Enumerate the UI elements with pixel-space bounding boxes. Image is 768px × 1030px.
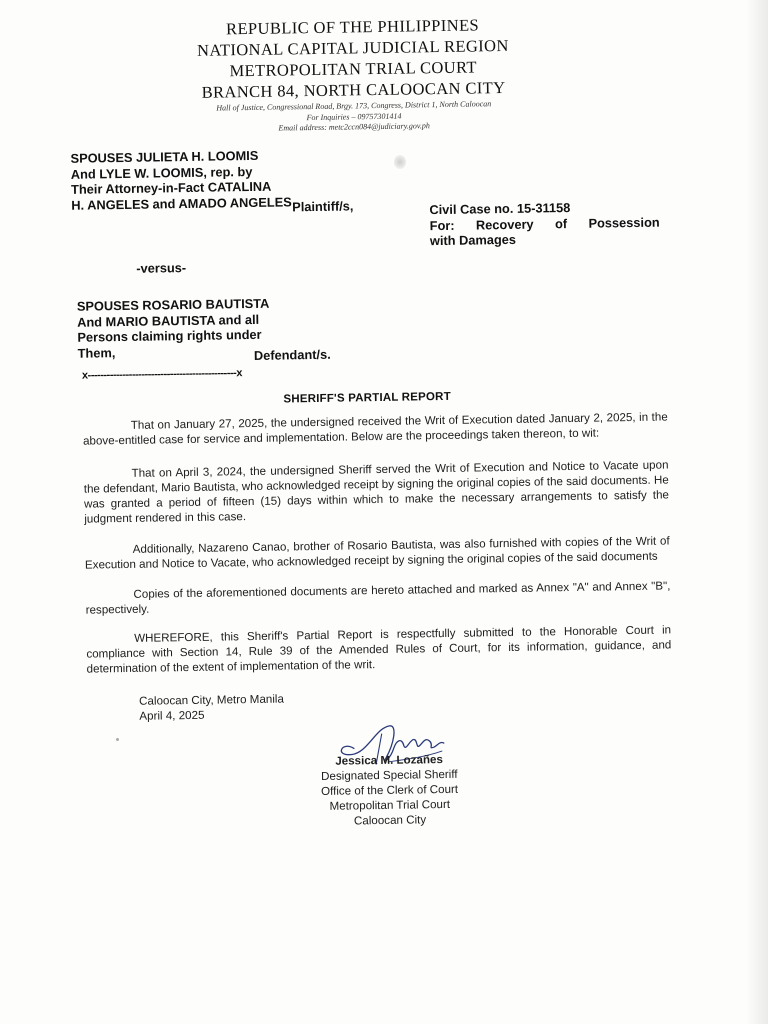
report-title: SHERIFF'S PARTIAL REPORT [283, 390, 451, 406]
signatory-city: Caloocan City [353, 813, 427, 828]
plaintiff-line: H. ANGELES and AMADO ANGELES [71, 193, 292, 213]
paragraph-text: Copies of the aforementioned documents are hereto attached and marked as Annex "A" and Annex "B", respectively. [85, 579, 671, 617]
versus-label: -versus- [136, 260, 187, 276]
caption-separator: x-----------------------------------------------x [81, 367, 242, 382]
header-line-3: METROPOLITAN TRIAL COURT [229, 57, 478, 81]
court-inquiries: For Inquiries – 09757301414 [306, 111, 402, 122]
header-line-2: NATIONAL CAPITAL JUDICIAL REGION [196, 35, 509, 60]
defendant-line: Persons claiming rights under [77, 326, 262, 345]
paragraph-text: That on April 3, 2024, the undersigned Sheriff served the Writ of Execution and Notice to Vacate upon the defendant, Mario Bautista, who acknowledged receipt by signing the original copies of the said documents. He was granted a period of fifteen (15) days within which to make the necessary arrangements to satisfy the judgment rendered in this case. [83, 458, 670, 526]
paragraph-text: That on January 27, 2025, the undersigned received the Writ of Execution dated January 2, 2025, in the above-entitled case for service and implementation. Below are the proceedings taken thereon, to wit: [82, 410, 668, 448]
plaintiff-line: SPOUSES JULIETA H. LOOMIS [70, 147, 259, 166]
defendant-role: Defendant/s. [253, 346, 331, 363]
case-subject-word: Recovery [475, 216, 534, 232]
defendant-line: And MARIO BAUTISTA and all [77, 311, 260, 330]
signatory-office: Office of the Clerk of Court [320, 782, 459, 798]
signatory-name: Jessica M. Lozañes [335, 753, 443, 768]
date: April 4, 2025 [139, 708, 205, 723]
place: Caloocan City, Metro Manila [139, 692, 284, 708]
paragraph-additional [85, 533, 670, 572]
paragraph-text: WHEREFORE, this Sheriff's Partial Report is respectfully submitted to the Honorable Court in compliance with Section 14, Rule 39 of the Amended Rules of Court, for its information, guidance, and determination of the extent of implementation of the writ. [86, 623, 672, 676]
paragraph-service [83, 457, 669, 526]
court-email: Email address: metc2ccn084@judiciary.gov.ph [278, 121, 430, 133]
case-subject-word: of [554, 215, 568, 231]
plaintiff-line: And LYLE W. LOOMIS, rep. by [70, 163, 253, 182]
case-subject-word: For: [429, 217, 455, 233]
header-line-1: REPUBLIC OF THE PHILIPPINES [225, 15, 480, 39]
case-block [429, 199, 660, 249]
court-header [142, 13, 564, 136]
plaintiff-role: Plaintiff/s, [292, 198, 354, 215]
signatory-block [304, 752, 475, 830]
court-address: Hall of Justice, Congressional Road, Brgy. 173, Congress, District 1, North Caloocan [216, 99, 492, 113]
header-line-4: BRANCH 84, NORTH CALOOCAN CITY [201, 77, 506, 102]
paragraph-annexes [85, 578, 670, 617]
case-subject-word: Possession [588, 214, 660, 231]
signatory-court: Metropolitan Trial Court [329, 797, 451, 813]
place-date-block [139, 692, 284, 724]
defendant-line: Them, [77, 344, 116, 361]
case-subject-line-2: with Damages [429, 231, 517, 249]
case-number: Civil Case no. 15-31158 [429, 199, 571, 218]
defendant-line: SPOUSES ROSARIO BAUTISTA [76, 295, 270, 314]
signatory-position: Designated Special Sheriff [321, 767, 458, 783]
paragraph-received-writ [83, 409, 668, 448]
plaintiff-line: Their Attorney-in-Fact CATALINA [70, 178, 272, 197]
paragraph-wherefore [86, 622, 672, 676]
paragraph-text: Additionally, Nazareno Canao, brother of Rosario Bautista, was also furnished with copies of the Writ of Execution and Notice to Vacate, who acknowledged receipt by signing the original copies of the said documents [84, 534, 670, 572]
